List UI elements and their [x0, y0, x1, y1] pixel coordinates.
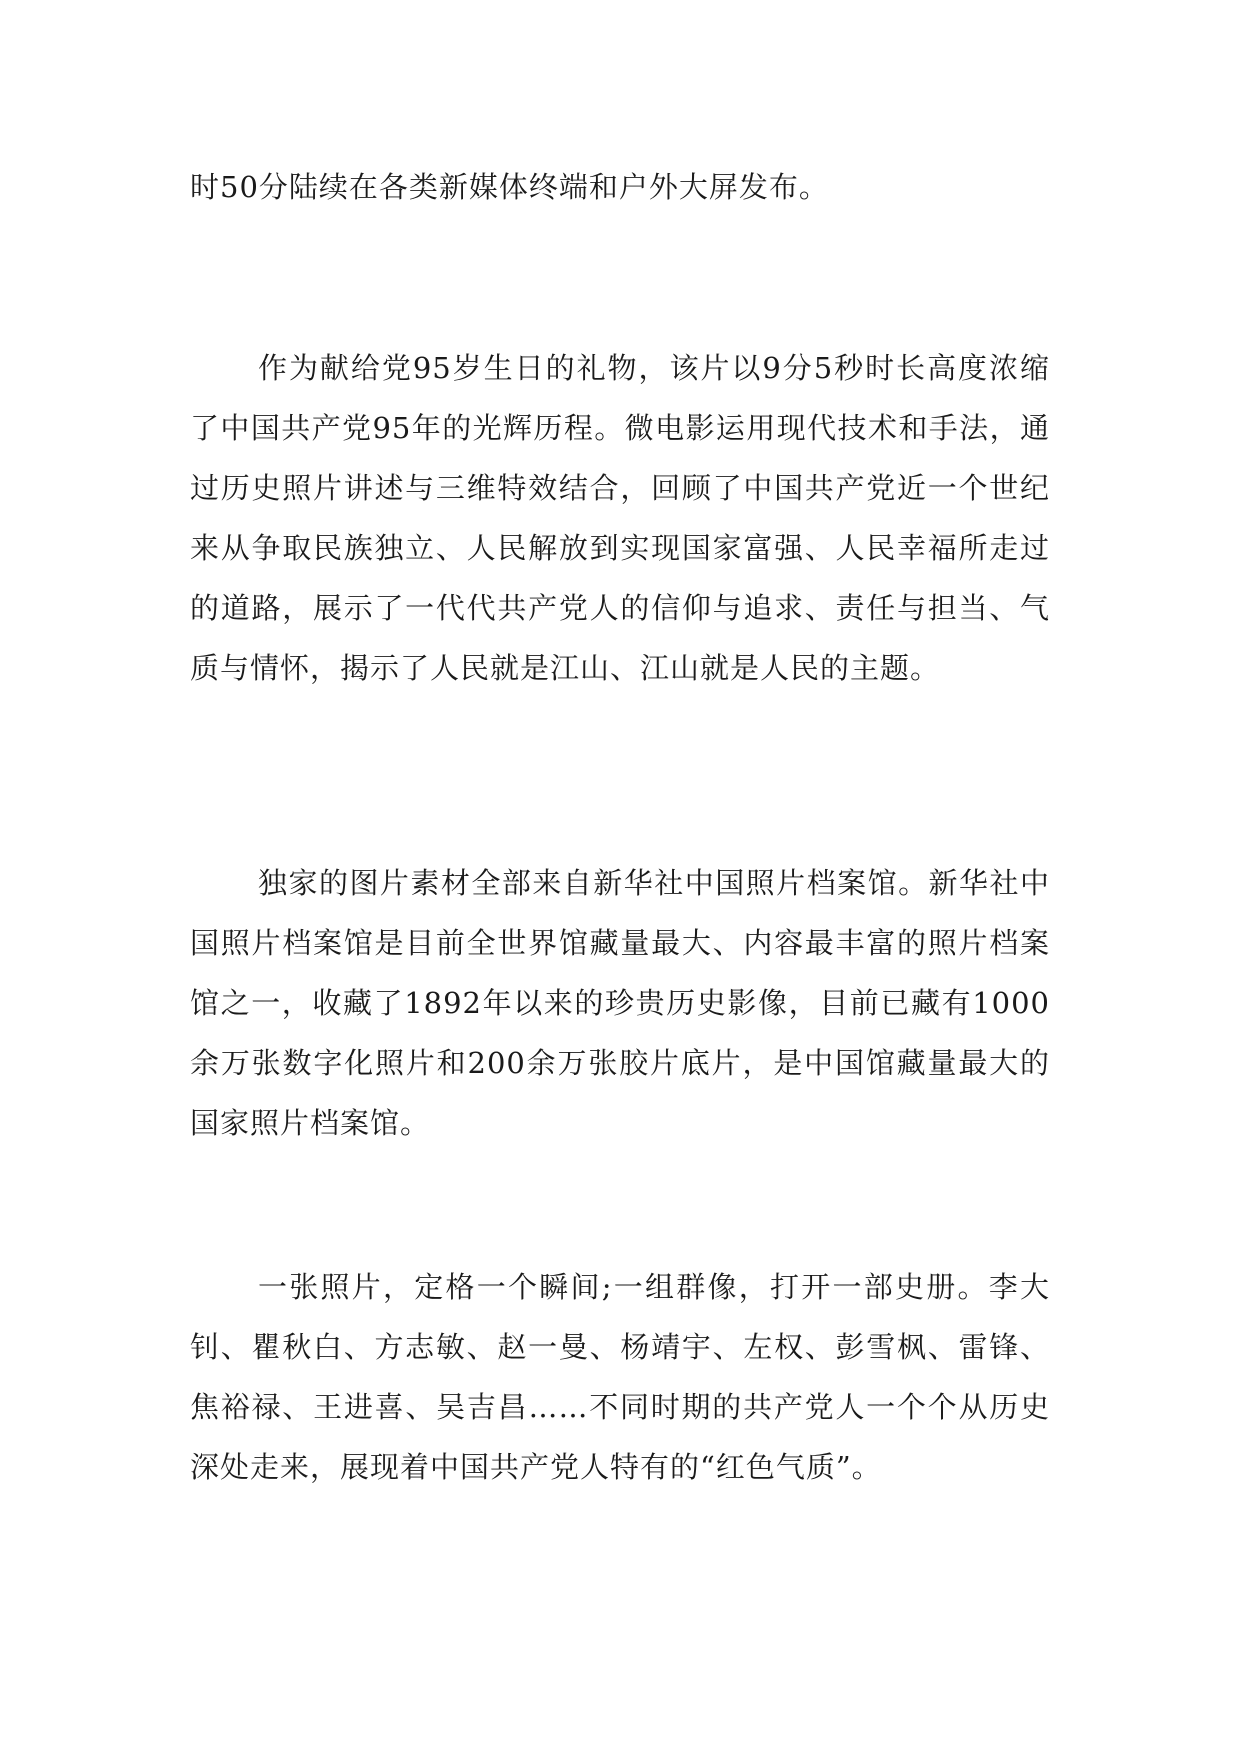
paragraph-red-temperament: 一张照片，定格一个瞬间;一组群像，打开一部史册。李大钊、瞿秋白、方志敏、赵一曼、杨靖宇、左权、彭雪枫、雷锋、焦裕禄、王进喜、吴吉昌……不同时期的共产党人一个个从历史深处走来，展现着中国共产党人特有的“红色气质”。	[190, 1270, 1050, 1484]
paragraph-photo-archive: 独家的图片素材全部来自新华社中国照片档案馆。新华社中国照片档案馆是目前全世界馆藏量最大、内容最丰富的照片档案馆之一，收藏了1892年以来的珍贵历史影像，目前已藏有1000余万张数字化照片和200余万张胶片底片，是中国馆藏量最大的国家照片档案馆。	[190, 866, 1050, 1140]
paragraph-continuation: 时50分陆续在各类新媒体终端和户外大屏发布。	[190, 170, 829, 204]
paragraph-microfilm-summary: 作为献给党95岁生日的礼物，该片以9分5秒时长高度浓缩了中国共产党95年的光辉历程。微电影运用现代技术和手法，通过历史照片讲述与三维特效结合，回顾了中国共产党近一个世纪来从争取民族独立、人民解放到实现国家富强、人民幸福所走过的道路，展示了一代代共产党人的信仰与追求、责任与担当、气质与情怀，揭示了人民就是江山、江山就是人民的主题。	[190, 351, 1050, 685]
